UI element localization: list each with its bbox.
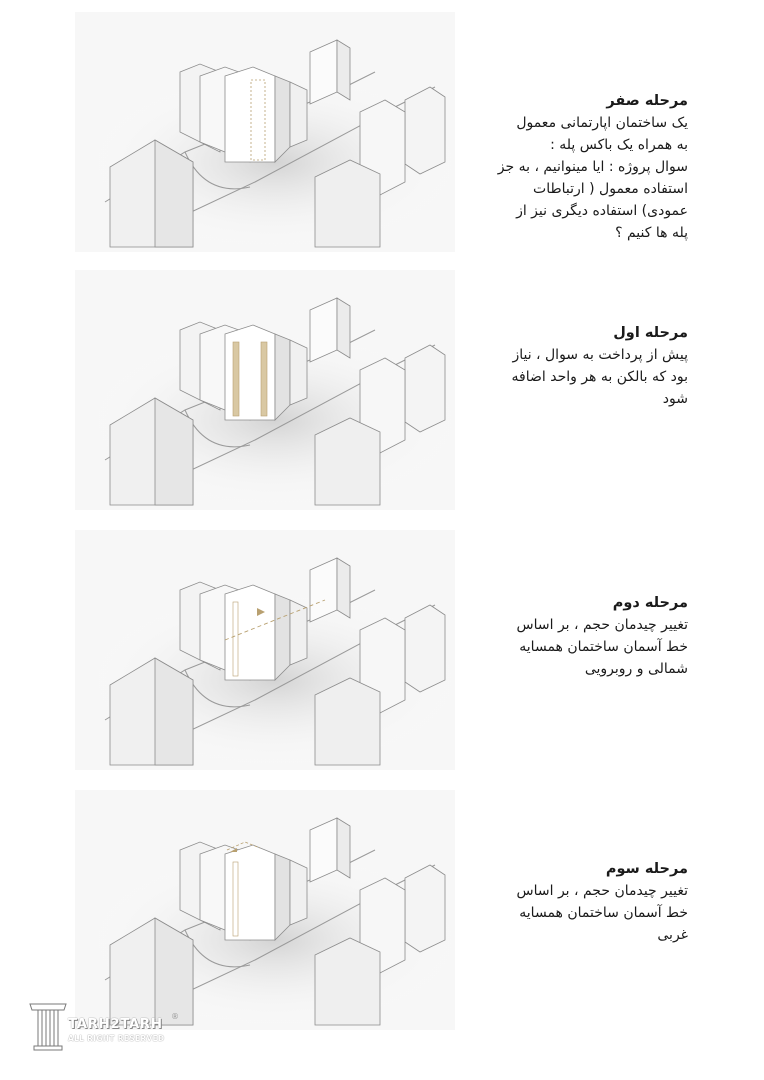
massing-diagram-stage-0 — [75, 12, 455, 252]
registered-mark: ® — [171, 1012, 179, 1021]
tarh2tarh-logo — [28, 1000, 188, 1052]
stage-2-body: تغییر چیدمان حجم ، بر اساس خط آسمان ساختمان همسایه شمالی و روبرویی — [516, 617, 688, 677]
stage-2-title: مرحله دوم — [612, 595, 688, 611]
stage-1-caption — [470, 322, 688, 410]
stage-3-body: تغییر چیدمان حجم ، بر اساس خط آسمان ساختمان همسایه غربی — [516, 883, 688, 943]
massing-diagram-stage-2 — [75, 530, 455, 770]
stage-0-title: مرحله صفر — [606, 93, 688, 109]
logo-wordmark: TARH2TARH — [68, 1016, 163, 1032]
column-logo-icon — [28, 1000, 68, 1052]
massing-diagram-stage-3 — [75, 790, 455, 1030]
stage-0-caption — [470, 90, 688, 244]
stage-0-svg — [75, 12, 455, 252]
massing-diagram-stage-1 — [75, 270, 455, 510]
logo-tagline: ALL RIGHT RESERVED — [68, 1034, 165, 1043]
stage-3-svg — [75, 790, 455, 1030]
stage-2-caption — [470, 592, 688, 680]
stage-1-title: مرحله اول — [613, 325, 688, 341]
stage-1-svg — [75, 270, 455, 510]
stage-3-caption — [470, 858, 688, 946]
stage-1-body: پیش از پرداخت به سوال ، نیاز بود که بالکن به هر واحد اضافه شود — [511, 347, 688, 407]
stage-0-body: یک ساختمان اپارتمانی معمول به همراه یک باکس پله : سوال پروژه : ایا مینوانیم ، به جز استفاده معمول ( ارتباطات عمودی) استفاده دیگری نیز از پله ها کنیم ؟ — [497, 115, 688, 241]
stage-3-title: مرحله سوم — [605, 861, 688, 877]
stage-2-svg — [75, 530, 455, 770]
